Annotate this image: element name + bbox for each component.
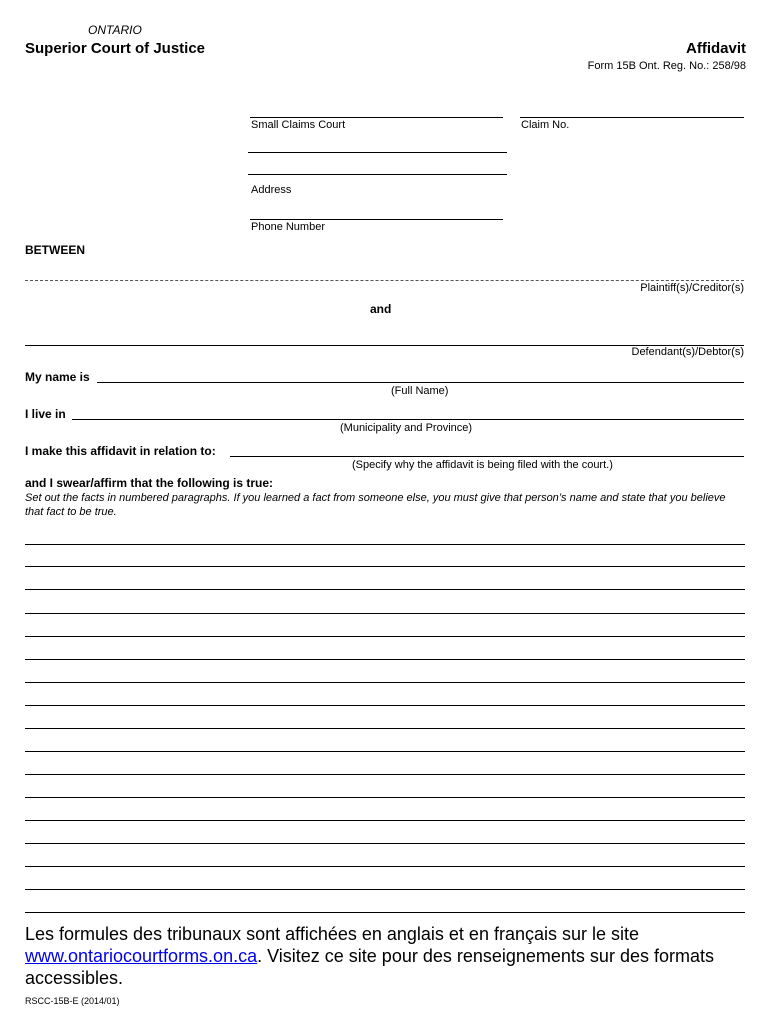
address-label: Address [251, 184, 292, 196]
form-title: Affidavit [686, 40, 746, 57]
municipality-hint: (Municipality and Province) [340, 422, 473, 434]
form-code: RSCC-15B-E (2014/01) [25, 996, 120, 1006]
full-name-field[interactable] [97, 382, 744, 383]
and-label: and [370, 302, 392, 316]
i-live-in-label: I live in [25, 407, 66, 421]
fact-line[interactable] [25, 912, 745, 913]
fact-line[interactable] [25, 636, 745, 637]
fact-line[interactable] [25, 544, 745, 545]
province-label: ONTARIO [88, 23, 142, 37]
fact-line[interactable] [25, 659, 745, 660]
form-number: Form 15B Ont. Reg. No.: 258/98 [587, 60, 746, 72]
fact-line[interactable] [25, 682, 745, 683]
my-name-label: My name is [25, 370, 90, 384]
between-label: BETWEEN [25, 243, 85, 257]
fact-line[interactable] [25, 797, 745, 798]
phone-number-field[interactable] [250, 219, 503, 220]
municipality-field[interactable] [72, 419, 744, 420]
fact-line[interactable] [25, 705, 745, 706]
court-name: Superior Court of Justice [25, 40, 206, 57]
plaintiff-label: Plaintiff(s)/Creditor(s) [640, 282, 744, 294]
language-notice [25, 923, 745, 989]
language-notice-end: . Visitez ce site pour des renseignements sur des formats accessibles. [25, 946, 714, 988]
fact-line[interactable] [25, 751, 745, 752]
address-line-1[interactable] [248, 152, 507, 153]
small-claims-court-field[interactable] [250, 117, 503, 118]
facts-instructions: Set out the facts in numbered paragraphs. If you learned a fact from someone else, you must give that person’s name and state that you believe that fact to be true. [25, 492, 726, 518]
small-claims-court-label: Small Claims Court [251, 119, 346, 131]
fact-line[interactable] [25, 613, 745, 614]
language-notice-start: Les formules des tribunaux sont affichées en anglais et en français sur le site [25, 924, 640, 944]
swear-affirm-heading: and I swear/affirm that the following is true: [25, 476, 274, 490]
fact-line[interactable] [25, 889, 745, 890]
fact-line[interactable] [25, 843, 745, 844]
defendant-label: Defendant(s)/Debtor(s) [631, 346, 744, 358]
affidavit-relation-label: I make this affidavit in relation to: [25, 444, 216, 458]
phone-number-label: Phone Number [251, 221, 325, 233]
affidavit-relation-hint: (Specify why the affidavit is being filed with the court.) [352, 459, 613, 471]
claim-no-field[interactable] [520, 117, 744, 118]
fact-line[interactable] [25, 566, 745, 567]
fact-line[interactable] [25, 774, 745, 775]
claim-no-label: Claim No. [521, 119, 570, 131]
ontario-court-forms-link[interactable]: www.ontariocourtforms.on.ca [25, 946, 258, 966]
address-line-2[interactable] [248, 174, 507, 175]
fact-line[interactable] [25, 589, 745, 590]
plaintiff-field[interactable] [25, 280, 744, 281]
fact-line[interactable] [25, 820, 745, 821]
fact-line[interactable] [25, 728, 745, 729]
fact-line[interactable] [25, 866, 745, 867]
full-name-hint: (Full Name) [391, 385, 449, 397]
affidavit-relation-field[interactable] [230, 456, 744, 457]
